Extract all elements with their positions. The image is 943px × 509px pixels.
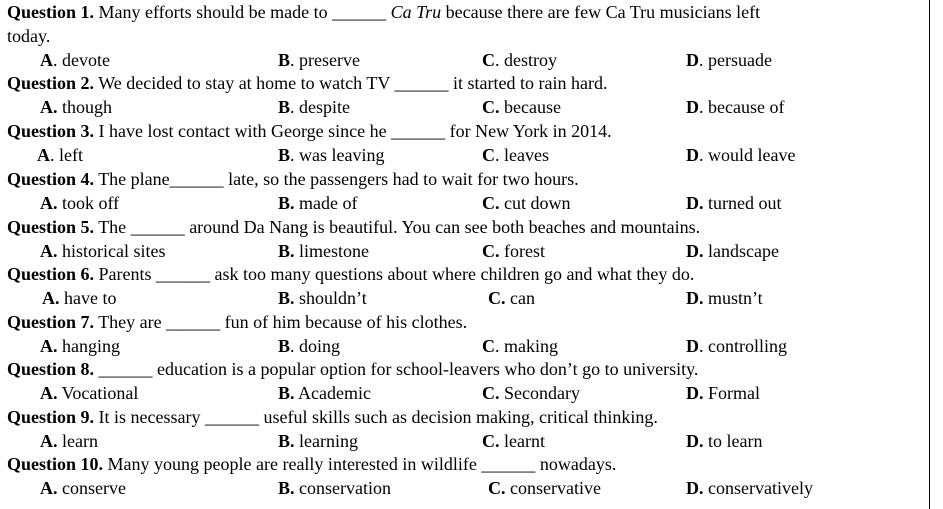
question-number: Question 6. <box>7 264 95 284</box>
option-letter: A. <box>40 336 58 356</box>
option-text: Formal <box>703 383 760 403</box>
question-text-before: The plane <box>94 169 170 189</box>
option-text: learning <box>294 431 358 451</box>
question-7-stem <box>7 310 925 334</box>
option-text: preserve <box>294 50 360 70</box>
option-separator: . <box>53 50 58 70</box>
answer-blank: ______ <box>166 312 221 332</box>
option-text: would leave <box>703 145 796 165</box>
option-letter: C <box>482 336 495 356</box>
option-text: devote <box>57 50 110 70</box>
question-8-stem <box>7 357 925 381</box>
option-letter: D. <box>686 431 704 451</box>
option-text: learn <box>57 431 98 451</box>
option-letter: B <box>278 145 291 165</box>
option-text: though <box>57 97 113 117</box>
question-text-after: fun of him because of his clothes. <box>220 312 468 332</box>
option-letter: D <box>686 145 699 165</box>
option-text: Vocational <box>57 383 139 403</box>
option-text: conserve <box>57 478 126 498</box>
question-text-before: We decided to stay at home to watch TV <box>94 73 395 93</box>
option-letter: D. <box>686 478 704 498</box>
question-number: Question 10. <box>7 454 104 474</box>
question-4-stem <box>7 167 925 191</box>
question-3-option-d <box>686 143 795 167</box>
option-letter: D. <box>686 288 704 308</box>
question-9-option-a <box>40 429 98 453</box>
option-letter: C. <box>488 478 506 498</box>
option-text: to learn <box>703 431 763 451</box>
question-6-option-c <box>488 286 535 310</box>
option-text: doing <box>294 336 341 356</box>
question-text-before: The <box>94 217 131 237</box>
option-text: leaves <box>499 145 549 165</box>
option-text: forest <box>499 241 545 261</box>
question-4-option-c <box>482 191 571 215</box>
option-letter: C. <box>482 97 500 117</box>
option-text: have to <box>59 288 117 308</box>
question-2-stem <box>7 71 925 95</box>
question-8-option-b <box>278 381 371 405</box>
question-text-before: Parents <box>94 264 157 284</box>
question-4-option-d <box>686 191 782 215</box>
answer-blank: ______ <box>98 359 153 379</box>
answer-blank: ______ <box>204 407 259 427</box>
option-letter: D <box>686 97 699 117</box>
right-margin-line <box>929 0 930 509</box>
question-1-stem <box>7 0 925 48</box>
option-letter: B <box>278 336 291 356</box>
option-letter: A. <box>40 193 58 213</box>
question-text-after: ask too many questions about where children go and what they do. <box>210 264 695 284</box>
question-10-stem <box>7 452 925 476</box>
option-separator: . <box>290 97 295 117</box>
question-5-option-b <box>278 239 369 263</box>
option-text: took off <box>57 193 120 213</box>
question-5-option-d <box>686 239 779 263</box>
option-letter: C. <box>482 193 500 213</box>
option-separator: . <box>699 336 704 356</box>
option-text: made of <box>294 193 358 213</box>
option-letter: B <box>278 50 291 70</box>
question-6-stem <box>7 262 925 286</box>
option-text: was leaving <box>294 145 385 165</box>
question-8-option-d <box>686 381 760 405</box>
option-letter: A <box>37 145 50 165</box>
question-6-option-a <box>42 286 116 310</box>
question-2-option-a <box>40 95 112 119</box>
question-9-stem <box>7 405 925 429</box>
question-5-option-a <box>40 239 165 263</box>
question-2-option-b <box>278 95 350 119</box>
answer-blank: ______ <box>169 169 224 189</box>
question-2-option-d <box>686 95 784 119</box>
question-1-option-b <box>278 48 360 72</box>
option-separator: . <box>290 336 295 356</box>
answer-blank: ______ <box>130 217 185 237</box>
option-text: learnt <box>499 431 545 451</box>
question-6-option-b <box>278 286 367 310</box>
option-text: destroy <box>499 50 557 70</box>
option-text: because <box>499 97 561 117</box>
option-letter: D. <box>686 241 704 261</box>
question-1-option-c <box>482 48 557 72</box>
question-text-after: late, so the passengers had to wait for two hours. <box>223 169 579 189</box>
question-8-option-c <box>482 381 580 405</box>
question-text-after: nowadays. <box>535 454 617 474</box>
option-separator: . <box>495 336 500 356</box>
question-9-option-d <box>686 429 762 453</box>
option-separator: . <box>495 50 500 70</box>
option-letter: C. <box>482 383 500 403</box>
question-1-option-a <box>40 48 110 72</box>
option-text: controlling <box>703 336 787 356</box>
option-separator: . <box>699 50 704 70</box>
option-text: landscape <box>703 241 779 261</box>
option-letter: A. <box>42 288 60 308</box>
option-text: Secondary <box>499 383 580 403</box>
question-number: Question 4. <box>7 169 95 189</box>
option-letter: A <box>40 50 53 70</box>
question-number: Question 3. <box>7 121 95 141</box>
question-text-after: around Da Nang is beautiful. You can see both beaches and mountains. <box>184 217 701 237</box>
question-2-option-c <box>482 95 561 119</box>
option-text: making <box>499 336 558 356</box>
option-text: cut down <box>499 193 571 213</box>
option-text: Academic <box>294 383 371 403</box>
italic-term: Ca Tru <box>390 2 442 22</box>
option-letter: C. <box>488 288 506 308</box>
option-letter: A. <box>40 383 58 403</box>
question-3-option-a <box>37 143 83 167</box>
question-4-option-a <box>40 191 119 215</box>
question-3-stem <box>7 119 925 143</box>
question-9-option-b <box>278 429 358 453</box>
question-number: Question 7. <box>7 312 95 332</box>
option-text: persuade <box>703 50 772 70</box>
option-letter: A. <box>40 241 58 261</box>
question-5-stem <box>7 215 925 239</box>
question-text-after: useful skills such as decision making, critical thinking. <box>258 407 658 427</box>
option-letter: D <box>686 50 699 70</box>
question-7-option-a <box>40 334 120 358</box>
option-text: can <box>505 288 535 308</box>
option-text: conservation <box>294 478 391 498</box>
question-10-option-c <box>488 476 601 500</box>
question-number: Question 8. <box>7 359 95 379</box>
option-separator: . <box>290 50 295 70</box>
option-text: turned out <box>703 193 782 213</box>
question-3-option-b <box>278 143 385 167</box>
option-separator: . <box>495 145 500 165</box>
answer-blank: ______ <box>332 2 387 22</box>
question-3-option-c <box>482 143 549 167</box>
option-text: hanging <box>57 336 120 356</box>
question-number: Question 1. <box>7 2 95 22</box>
option-letter: C. <box>482 241 500 261</box>
question-text-after: because there are few Ca Tru musicians left <box>441 2 761 22</box>
question-4-option-b <box>278 191 358 215</box>
option-letter: D. <box>686 383 704 403</box>
question-text-before: They are <box>94 312 167 332</box>
option-text: shouldn’t <box>294 288 367 308</box>
question-8-option-a <box>40 381 138 405</box>
option-letter: A. <box>40 97 58 117</box>
question-9-option-c <box>482 429 545 453</box>
question-number: Question 5. <box>7 217 95 237</box>
answer-blank: ______ <box>394 73 449 93</box>
question-text-after: education is a popular option for school-leavers who don’t go to university. <box>152 359 699 379</box>
question-5-option-c <box>482 239 545 263</box>
answer-blank: ______ <box>156 264 211 284</box>
answer-blank: ______ <box>481 454 536 474</box>
answer-blank: ______ <box>391 121 446 141</box>
question-text-before: Many young people are really interested in wildlife <box>103 454 482 474</box>
option-text: left <box>54 145 83 165</box>
option-text: conservatively <box>703 478 813 498</box>
question-number: Question 2. <box>7 73 95 93</box>
option-letter: D <box>686 336 699 356</box>
option-separator: . <box>699 97 704 117</box>
option-letter: C <box>482 50 495 70</box>
question-text-before: I have lost contact with George since he <box>94 121 392 141</box>
question-text-after: it started to rain hard. <box>448 73 608 93</box>
question-text-before: Many efforts should be made to <box>94 2 333 22</box>
question-10-option-d <box>686 476 813 500</box>
option-letter: A. <box>40 478 58 498</box>
option-letter: C. <box>482 431 500 451</box>
option-letter: B. <box>278 431 295 451</box>
option-letter: B. <box>278 193 295 213</box>
option-letter: C <box>482 145 495 165</box>
option-text: historical sites <box>57 241 166 261</box>
option-letter: B. <box>278 383 295 403</box>
question-text-continued: today. <box>7 26 51 46</box>
option-separator: . <box>290 145 295 165</box>
question-10-option-a <box>40 476 126 500</box>
question-number: Question 9. <box>7 407 95 427</box>
option-letter: B. <box>278 288 295 308</box>
option-text: conservative <box>505 478 601 498</box>
option-separator: . <box>50 145 55 165</box>
option-letter: B. <box>278 478 295 498</box>
option-text: mustn’t <box>703 288 763 308</box>
question-1-option-d <box>686 48 772 72</box>
option-letter: A. <box>40 431 58 451</box>
question-text-before: It is necessary <box>94 407 205 427</box>
option-text: despite <box>294 97 351 117</box>
option-text: because of <box>703 97 785 117</box>
option-text: limestone <box>294 241 370 261</box>
question-7-option-b <box>278 334 340 358</box>
question-10-option-b <box>278 476 391 500</box>
option-letter: B. <box>278 241 295 261</box>
question-7-option-c <box>482 334 558 358</box>
question-6-option-d <box>686 286 763 310</box>
option-letter: D. <box>686 193 704 213</box>
question-text-after: for New York in 2014. <box>445 121 612 141</box>
option-letter: B <box>278 97 291 117</box>
option-separator: . <box>699 145 704 165</box>
question-7-option-d <box>686 334 787 358</box>
